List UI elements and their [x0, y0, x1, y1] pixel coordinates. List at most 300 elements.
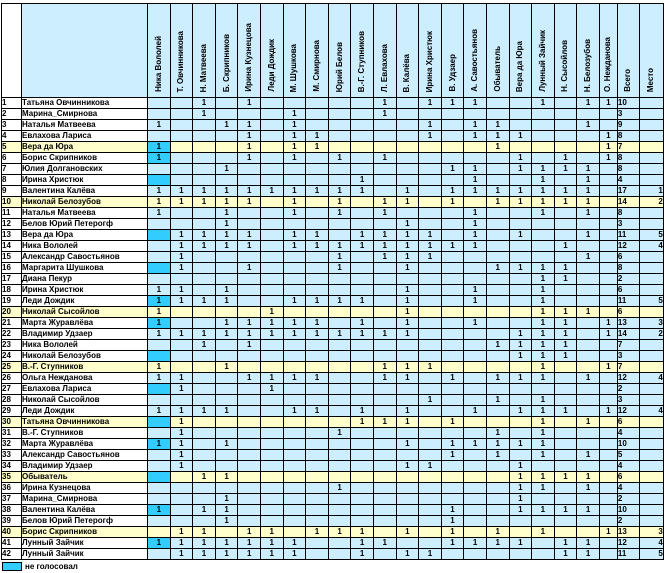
vote-cell — [283, 362, 306, 373]
place-cell: 5 — [639, 549, 663, 560]
vote-cell — [419, 186, 442, 197]
vote-cell — [351, 384, 374, 395]
column-header-label: Лунный Зайчик — [537, 30, 547, 92]
vote-cell: 1 — [554, 241, 577, 252]
vote-cell: 1 — [328, 252, 351, 263]
vote-cell — [351, 164, 374, 175]
vote-cell — [419, 450, 442, 461]
place-cell — [639, 131, 663, 142]
vote-cell — [328, 351, 351, 362]
vote-cell — [577, 329, 600, 340]
vote-cell: 1 — [193, 230, 216, 241]
vote-cell — [486, 406, 509, 417]
row-number: 22 — [2, 329, 22, 340]
row-name: Евлахова Лариса — [22, 384, 148, 395]
vote-cell: 1 — [464, 318, 487, 329]
vote-cell — [509, 428, 532, 439]
total-cell: 4 — [617, 428, 639, 439]
row-name: Белов Юрий Петерогф — [22, 516, 148, 527]
vote-cell — [193, 164, 216, 175]
vote-cell: 1 — [532, 263, 555, 274]
column-header — [373, 4, 396, 98]
vote-cell — [260, 362, 283, 373]
row-number: 7 — [2, 164, 22, 175]
table-row — [2, 208, 664, 219]
vote-cell: 1 — [373, 329, 396, 340]
place-cell — [639, 461, 663, 472]
vote-cell: 1 — [148, 120, 171, 131]
vote-cell: 1 — [193, 186, 216, 197]
row-number: 32 — [2, 439, 22, 450]
total-cell: 6 — [617, 252, 639, 263]
vote-cell — [283, 505, 306, 516]
table-row — [2, 417, 664, 428]
vote-cell — [283, 274, 306, 285]
row-number: 41 — [2, 538, 22, 549]
vote-cell — [599, 340, 617, 351]
vote-cell — [396, 131, 419, 142]
vote-cell: 1 — [599, 142, 617, 153]
vote-cell: 1 — [396, 285, 419, 296]
vote-cell — [328, 362, 351, 373]
row-name: Марина_Смирнова — [22, 109, 148, 120]
vote-cell — [328, 516, 351, 527]
vote-cell: 1 — [215, 285, 238, 296]
vote-cell — [599, 417, 617, 428]
vote-cell — [193, 318, 216, 329]
vote-cell — [260, 472, 283, 483]
vote-cell — [215, 109, 238, 120]
vote-cell: 1 — [577, 164, 600, 175]
vote-cell: 1 — [464, 164, 487, 175]
vote-cell: 1 — [260, 307, 283, 318]
vote-cell: 1 — [396, 241, 419, 252]
total-cell: 8 — [617, 131, 639, 142]
vote-cell: 1 — [306, 241, 329, 252]
total-cell: 4 — [617, 175, 639, 186]
vote-cell: 1 — [170, 417, 193, 428]
vote-cell — [554, 230, 577, 241]
table-row — [2, 483, 664, 494]
vote-cell: 1 — [215, 406, 238, 417]
vote-cell: 1 — [441, 439, 464, 450]
vote-cell: 1 — [306, 142, 329, 153]
vote-cell: 1 — [215, 516, 238, 527]
vote-cell — [599, 505, 617, 516]
vote-cell — [193, 307, 216, 318]
vote-cell: 1 — [464, 208, 487, 219]
vote-cell: 1 — [193, 340, 216, 351]
column-header-label: О. Нежданова — [603, 37, 613, 92]
vote-cell — [464, 461, 487, 472]
vote-cell: 1 — [351, 329, 374, 340]
vote-cell — [193, 494, 216, 505]
vote-cell — [193, 219, 216, 230]
vote-cell — [464, 417, 487, 428]
vote-cell: 1 — [396, 230, 419, 241]
vote-cell — [441, 483, 464, 494]
vote-cell — [419, 142, 442, 153]
vote-cell — [441, 395, 464, 406]
vote-cell — [599, 285, 617, 296]
vote-cell: 1 — [486, 142, 509, 153]
vote-cell — [238, 296, 261, 307]
row-name: Валентина Калёва — [22, 505, 148, 516]
vote-cell — [419, 538, 442, 549]
row-number: 35 — [2, 472, 22, 483]
vote-cell — [464, 384, 487, 395]
column-header-label: В. Калёва — [402, 53, 412, 92]
vote-cell: 1 — [170, 285, 193, 296]
vote-cell — [238, 516, 261, 527]
vote-cell — [283, 527, 306, 538]
vote-cell: 1 — [148, 406, 171, 417]
vote-cell — [238, 439, 261, 450]
vote-cell — [215, 461, 238, 472]
vote-cell — [396, 142, 419, 153]
vote-cell — [464, 109, 487, 120]
vote-cell — [464, 428, 487, 439]
vote-cell — [486, 307, 509, 318]
vote-cell — [464, 362, 487, 373]
vote-cell: 1 — [532, 395, 555, 406]
vote-cell: 1 — [419, 120, 442, 131]
vote-cell: 1 — [577, 417, 600, 428]
row-name: Борис Скрипников — [22, 527, 148, 538]
vote-cell — [419, 527, 442, 538]
vote-cell — [193, 285, 216, 296]
vote-cell — [554, 384, 577, 395]
vote-cell — [599, 549, 617, 560]
table-row — [2, 395, 664, 406]
total-cell: 3 — [617, 109, 639, 120]
row-number: 42 — [2, 549, 22, 560]
column-header-label: Ника Вололей — [153, 36, 163, 92]
vote-cell: 1 — [351, 549, 374, 560]
vote-cell — [170, 164, 193, 175]
vote-cell — [554, 120, 577, 131]
vote-cell — [328, 439, 351, 450]
column-header-label: А. Савостьянов — [470, 29, 480, 92]
vote-cell — [306, 494, 329, 505]
vote-cell — [554, 362, 577, 373]
vote-cell — [238, 109, 261, 120]
vote-cell — [464, 527, 487, 538]
vote-cell — [351, 373, 374, 384]
vote-cell: 1 — [170, 439, 193, 450]
vote-cell: 1 — [509, 351, 532, 362]
vote-cell — [351, 450, 374, 461]
total-cell: 2 — [617, 384, 639, 395]
vote-cell: 1 — [486, 428, 509, 439]
table-row — [2, 219, 664, 230]
vote-cell — [486, 252, 509, 263]
vote-cell — [215, 263, 238, 274]
vote-cell: 1 — [260, 186, 283, 197]
table-row — [2, 285, 664, 296]
vote-cell — [441, 153, 464, 164]
legend-label: не голосовал — [25, 561, 78, 571]
vote-cell — [351, 219, 374, 230]
vote-cell — [306, 219, 329, 230]
vote-cell: 1 — [464, 131, 487, 142]
vote-cell: 1 — [260, 318, 283, 329]
place-cell — [639, 164, 663, 175]
vote-cell — [554, 252, 577, 263]
vote-cell — [396, 428, 419, 439]
vote-cell: 1 — [532, 329, 555, 340]
vote-cell: 1 — [441, 186, 464, 197]
vote-cell — [464, 505, 487, 516]
row-name: Леди Дождик — [22, 296, 148, 307]
vote-cell: 1 — [396, 406, 419, 417]
vote-cell: 1 — [532, 362, 555, 373]
vote-cell: 1 — [148, 186, 171, 197]
vote-cell — [351, 263, 374, 274]
row-name: Ника Вололей — [22, 241, 148, 252]
row-number: 2 — [2, 109, 22, 120]
column-header — [419, 4, 442, 98]
vote-cell — [419, 296, 442, 307]
vote-cell — [306, 252, 329, 263]
row-name: Юлия Долгановских — [22, 164, 148, 175]
total-cell: 7 — [617, 340, 639, 351]
vote-cell: 1 — [148, 296, 171, 307]
total-cell: 8 — [617, 263, 639, 274]
place-cell — [639, 450, 663, 461]
vote-cell: 1 — [599, 527, 617, 538]
vote-cell: 1 — [486, 131, 509, 142]
vote-cell: 1 — [532, 307, 555, 318]
column-header-label: Место — [646, 67, 656, 92]
vote-cell: 1 — [170, 384, 193, 395]
vote-cell: 1 — [215, 186, 238, 197]
row-number: 3 — [2, 120, 22, 131]
vote-cell: 1 — [419, 461, 442, 472]
vote-cell — [509, 109, 532, 120]
vote-cell — [599, 109, 617, 120]
vote-cell — [260, 296, 283, 307]
vote-cell — [532, 549, 555, 560]
vote-cell: 1 — [215, 329, 238, 340]
vote-cell — [532, 230, 555, 241]
row-name: Николай Белозубов — [22, 197, 148, 208]
vote-cell — [148, 527, 171, 538]
vote-cell — [170, 131, 193, 142]
vote-cell: 1 — [441, 450, 464, 461]
place-cell — [639, 516, 663, 527]
total-cell: 3 — [617, 219, 639, 230]
vote-cell: 1 — [419, 241, 442, 252]
total-cell: 2 — [617, 516, 639, 527]
row-number: 15 — [2, 252, 22, 263]
vote-cell — [238, 395, 261, 406]
vote-cell: 1 — [532, 186, 555, 197]
vote-cell — [148, 263, 171, 274]
vote-cell — [509, 285, 532, 296]
vote-cell: 1 — [419, 131, 442, 142]
vote-cell: 1 — [283, 373, 306, 384]
table-row — [2, 351, 664, 362]
vote-cell — [373, 175, 396, 186]
place-cell: 4 — [639, 241, 663, 252]
vote-cell — [419, 494, 442, 505]
vote-cell: 1 — [351, 175, 374, 186]
vote-cell: 1 — [554, 197, 577, 208]
vote-cell — [148, 131, 171, 142]
vote-cell — [351, 208, 374, 219]
vote-cell: 1 — [577, 120, 600, 131]
vote-cell — [373, 186, 396, 197]
vote-cell: 1 — [599, 131, 617, 142]
place-cell — [639, 252, 663, 263]
vote-cell: 1 — [577, 549, 600, 560]
vote-cell: 1 — [148, 307, 171, 318]
table-row — [2, 549, 664, 560]
vote-cell: 1 — [486, 186, 509, 197]
vote-cell: 1 — [577, 505, 600, 516]
vote-cell: 1 — [148, 439, 171, 450]
vote-cell: 1 — [464, 241, 487, 252]
column-header — [554, 4, 577, 98]
vote-cell: 1 — [193, 329, 216, 340]
vote-cell: 1 — [193, 472, 216, 483]
table-row — [2, 296, 664, 307]
vote-cell — [373, 120, 396, 131]
vote-cell: 1 — [238, 373, 261, 384]
vote-cell — [238, 384, 261, 395]
vote-cell — [238, 483, 261, 494]
vote-cell — [441, 285, 464, 296]
row-number: 19 — [2, 296, 22, 307]
vote-cell: 1 — [170, 186, 193, 197]
vote-cell — [148, 219, 171, 230]
vote-cell: 1 — [532, 406, 555, 417]
vote-cell — [486, 417, 509, 428]
vote-cell — [193, 120, 216, 131]
vote-cell — [306, 274, 329, 285]
vote-cell — [351, 362, 374, 373]
vote-cell — [148, 395, 171, 406]
vote-cell — [373, 406, 396, 417]
total-cell: 10 — [617, 439, 639, 450]
vote-cell — [351, 494, 374, 505]
vote-cell — [441, 230, 464, 241]
vote-cell: 1 — [396, 549, 419, 560]
place-cell — [639, 109, 663, 120]
vote-cell — [554, 516, 577, 527]
vote-cell: 1 — [170, 373, 193, 384]
vote-cell: 1 — [532, 274, 555, 285]
vote-cell: 1 — [396, 362, 419, 373]
place-cell: 3 — [639, 318, 663, 329]
vote-cell: 1 — [532, 505, 555, 516]
vote-cell: 1 — [260, 527, 283, 538]
vote-cell: 1 — [532, 483, 555, 494]
vote-cell: 1 — [464, 296, 487, 307]
total-cell: 3 — [617, 351, 639, 362]
vote-cell — [396, 274, 419, 285]
row-number: 23 — [2, 340, 22, 351]
vote-cell: 1 — [148, 142, 171, 153]
vote-cell — [238, 450, 261, 461]
vote-cell — [396, 164, 419, 175]
vote-cell: 1 — [238, 241, 261, 252]
vote-cell — [170, 208, 193, 219]
vote-cell — [238, 285, 261, 296]
place-cell — [639, 351, 663, 362]
table-row — [2, 516, 664, 527]
vote-cell — [441, 351, 464, 362]
vote-cell: 1 — [554, 153, 577, 164]
vote-cell — [577, 296, 600, 307]
vote-cell: 1 — [509, 505, 532, 516]
vote-cell — [283, 417, 306, 428]
vote-cell — [599, 120, 617, 131]
vote-cell — [599, 483, 617, 494]
vote-cell — [215, 340, 238, 351]
vote-cell — [148, 351, 171, 362]
row-number: 14 — [2, 241, 22, 252]
column-header — [396, 4, 419, 98]
vote-cell — [170, 120, 193, 131]
header-blank — [2, 4, 22, 98]
vote-cell — [328, 98, 351, 109]
row-number: 26 — [2, 373, 22, 384]
vote-cell — [577, 384, 600, 395]
vote-cell: 1 — [532, 340, 555, 351]
vote-cell: 1 — [351, 318, 374, 329]
vote-cell — [148, 450, 171, 461]
vote-cell: 1 — [554, 549, 577, 560]
vote-cell — [419, 164, 442, 175]
vote-cell — [373, 439, 396, 450]
vote-cell: 1 — [509, 406, 532, 417]
total-cell: 4 — [617, 461, 639, 472]
vote-cell — [283, 351, 306, 362]
row-number: 24 — [2, 351, 22, 362]
vote-cell — [306, 395, 329, 406]
total-cell: 6 — [617, 285, 639, 296]
vote-cell — [260, 439, 283, 450]
vote-cell — [351, 252, 374, 263]
vote-cell: 1 — [532, 439, 555, 450]
not-voted-swatch — [2, 562, 22, 571]
vote-cell — [260, 98, 283, 109]
row-name: Маргарита Шушкова — [22, 263, 148, 274]
vote-cell: 1 — [509, 153, 532, 164]
vote-cell: 1 — [215, 362, 238, 373]
vote-cell — [373, 164, 396, 175]
vote-cell — [351, 98, 374, 109]
vote-cell — [509, 252, 532, 263]
vote-cell — [306, 417, 329, 428]
vote-cell: 1 — [396, 461, 419, 472]
table-row — [2, 494, 664, 505]
place-cell — [639, 417, 663, 428]
vote-cell — [193, 516, 216, 527]
table-row — [2, 274, 664, 285]
vote-cell — [373, 340, 396, 351]
vote-cell — [215, 384, 238, 395]
vote-cell — [193, 450, 216, 461]
vote-cell: 1 — [464, 219, 487, 230]
vote-cell: 1 — [306, 373, 329, 384]
vote-cell — [486, 494, 509, 505]
total-cell: 10 — [617, 505, 639, 516]
vote-cell — [306, 483, 329, 494]
vote-cell — [419, 197, 442, 208]
